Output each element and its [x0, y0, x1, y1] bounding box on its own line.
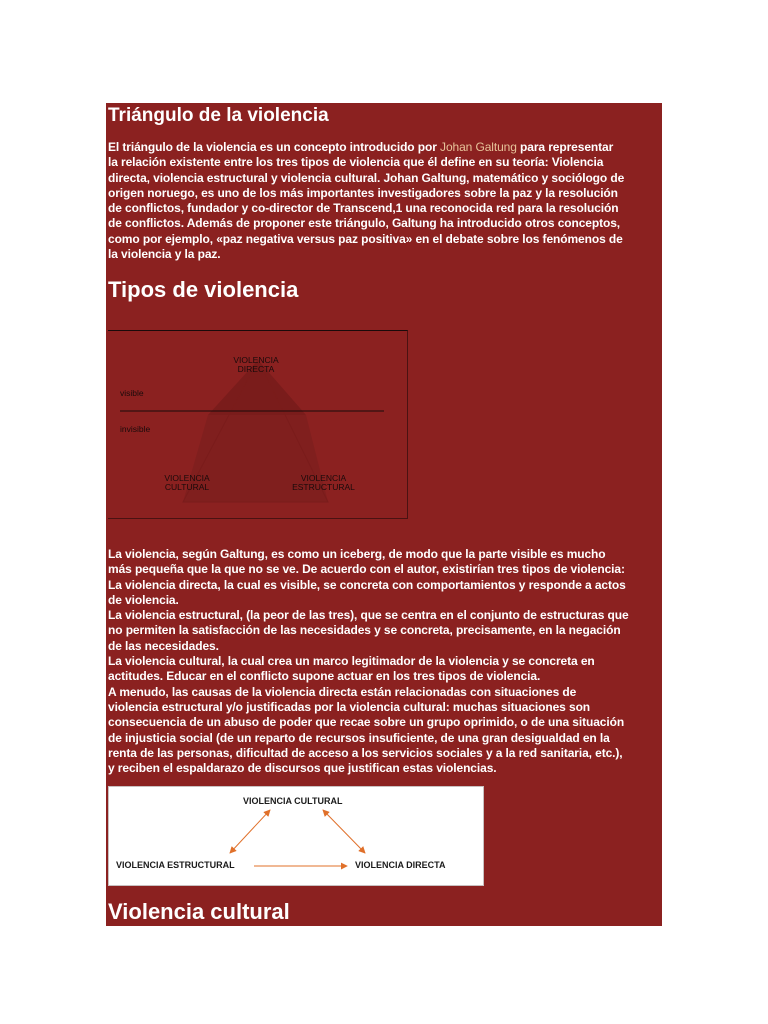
johan-galtung-link[interactable]: Johan Galtung: [440, 140, 517, 154]
tipos-line: de injusticia social (de un reparto de recursos insuficiente, de una gran desigualdad en la: [108, 730, 610, 745]
iceberg-label-visible: visible: [120, 388, 144, 398]
triangle-label-cultural: VIOLENCIA CULTURAL: [243, 796, 343, 806]
tipos-paragraph: [108, 547, 662, 776]
intro-text-after-link: para representar: [520, 140, 614, 154]
tipos-line: consecuencia de un abuso de poder que recae sobre un grupo oprimido, o de una situación: [108, 715, 625, 730]
tipos-line: La violencia estructural, (la peor de las tres), que se centra en el conjunto de estructuras que: [108, 608, 629, 623]
tipos-line: más pequeña que la que no se ve. De acuerdo con el autor, existirían tres tipos de violencia:: [108, 562, 625, 577]
iceberg-label-directa: VIOLENCIA DIRECTA: [233, 355, 279, 374]
section-title-cultural: Violencia cultural: [108, 899, 290, 924]
intro-text-start: El triángulo de la violencia es un concepto introducido por: [108, 140, 437, 154]
intro-line: de conflictos, fundador y co-director de Transcend,1 una reconocida red para la resolución: [108, 201, 619, 216]
intro-line: de conflictos. Además de proponer este triángulo, Galtung ha introducido otros conceptos,: [108, 216, 621, 231]
intro-line: origen noruego, es uno de los más importantes investigadores sobre la paz y la resolución: [108, 185, 618, 200]
tipos-line: La violencia directa, la cual es visible, se concreta con comportamientos y responde a actos: [108, 577, 626, 592]
iceberg-label-estructural: VIOLENCIA ESTRUCTURAL: [292, 473, 355, 492]
intro-line: directa, violencia estructural y violencia cultural. Johan Galtung, matemático y sociólogo de: [108, 170, 625, 185]
iceberg-diagram: [108, 330, 408, 519]
iceberg-label-cultural: VIOLENCIA CULTURAL: [164, 473, 210, 492]
tipos-line: y reciben el espaldarazo de discursos que justifican estas violencias.: [108, 761, 497, 776]
tipos-line: actitudes. Educar en el conflicto supone actuar en los tres tipos de violencia.: [108, 669, 541, 684]
intro-first-line: [108, 140, 662, 155]
tipos-line: no permiten la satisfacción de las necesidades y se concreta, precisamente, en la negación: [108, 623, 621, 638]
tipos-line: de las necesidades.: [108, 638, 219, 653]
arrow-estructural-cultural: [230, 810, 270, 853]
tipos-line: de violencia.: [108, 592, 179, 607]
intro-line: la relación existente entre los tres tipos de violencia que él define en su teoría: Violencia: [108, 155, 604, 170]
violence-triangle-diagram: [108, 786, 484, 886]
iceberg-label-invisible: invisible: [120, 424, 151, 434]
intro-paragraph: [108, 140, 662, 262]
triangle-label-directa: VIOLENCIA DIRECTA: [355, 860, 446, 870]
triangle-label-estructural: VIOLENCIA ESTRUCTURAL: [116, 860, 235, 870]
arrow-cultural-directa: [323, 810, 365, 853]
tipos-line: La violencia, según Galtung, es como un iceberg, de modo que la parte visible es mucho: [108, 547, 606, 561]
intro-line: como por ejemplo, «paz negativa versus paz positiva» en el debate sobre los fenómenos de: [108, 231, 623, 246]
tipos-line: A menudo, las causas de la violencia directa están relacionadas con situaciones de: [108, 684, 577, 699]
document-page: [106, 103, 662, 926]
section-title-tipos: Tipos de violencia: [108, 277, 299, 302]
tipos-line: violencia estructural y/o justificadas por la violencia cultural: muchas situaciones son: [108, 699, 591, 714]
section-title-triangulo: Triángulo de la violencia: [108, 105, 329, 126]
tipos-line: La violencia cultural, la cual crea un marco legitimador de la violencia y se concreta en: [108, 654, 595, 669]
intro-line: la violencia y la paz.: [108, 247, 221, 262]
tipos-line: renta de las personas, dificultad de acceso a los servicios sociales y a la red sanitaria, etc.),: [108, 745, 623, 760]
